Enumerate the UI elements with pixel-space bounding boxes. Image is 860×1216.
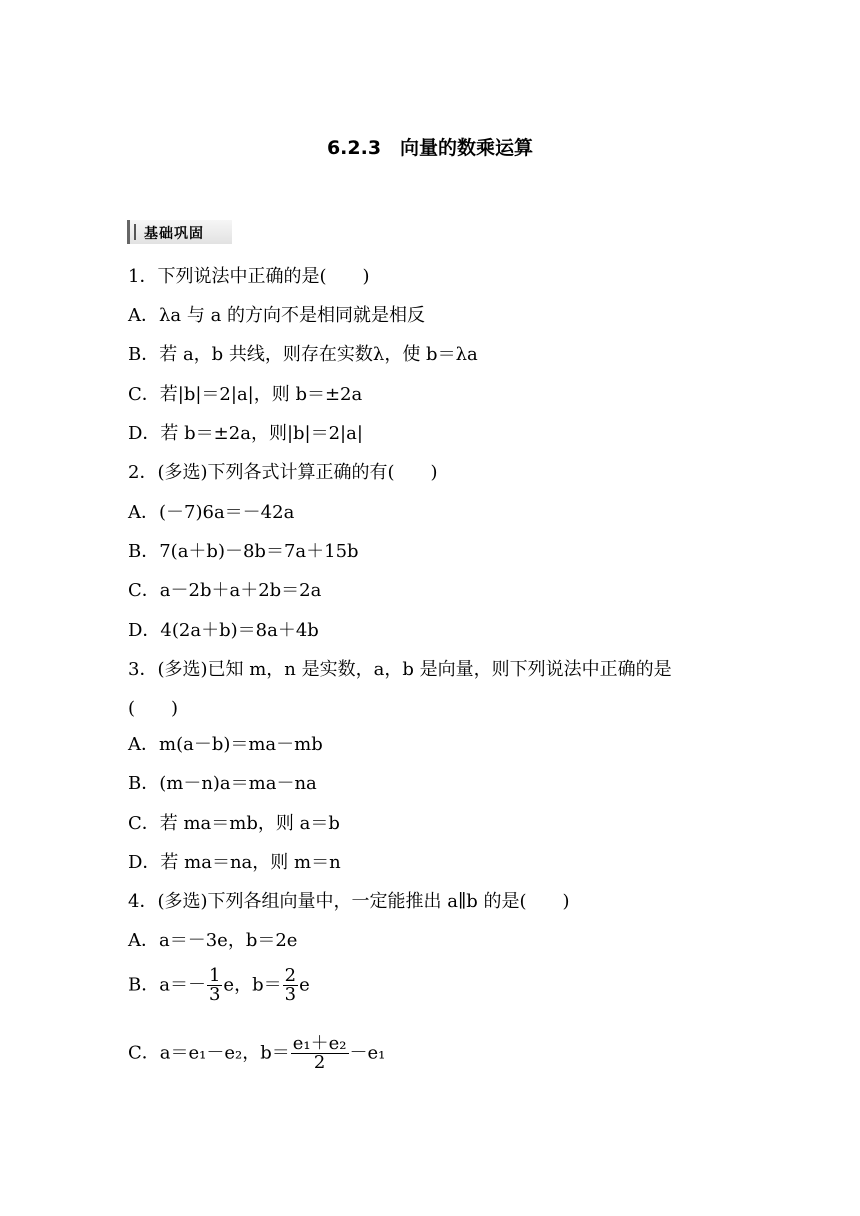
question-1-option-c: C．若|b|＝2|a|，则 b＝±2a [128,384,363,405]
question-3-option-a: A．m(a－b)＝ma－mb [128,734,323,755]
fraction-numerator: 2 [284,965,297,986]
fraction-two-thirds [283,967,298,1004]
question-3-option-d: D．若 ma＝na，则 m＝n [128,852,341,873]
fraction-numerator: e₁＋e₂ [292,1033,347,1054]
fraction-denominator: 3 [284,984,297,1005]
fraction-one-third [207,967,222,1004]
question-4-stem: 4．(多选)下列各组向量中，一定能推出 a∥b 的是( ) [128,891,570,912]
question-3-option-b: B．(m－n)a＝ma－na [128,773,317,794]
question-2-option-a: A．(－7)6a＝－42a [128,502,295,523]
question-1-option-a: A．λa 与 a 的方向不是相同就是相反 [128,305,426,326]
question-4-option-b [128,967,310,1004]
question-1-option-d: D．若 b＝±2a，则|b|＝2|a| [128,423,363,444]
fraction-numerator: 1 [208,965,221,986]
question-2-option-d: D．4(2a＋b)＝8a＋4b [128,620,319,641]
question-3-answer-blank: ( ) [128,698,179,719]
option-b-suffix: e [299,974,310,996]
fraction-denominator: 2 [313,1052,326,1073]
option-c-prefix: C．a＝e₁－e₂，b＝ [128,1042,290,1064]
question-1-option-b: B．若 a，b 共线，则存在实数λ，使 b＝λa [128,344,478,365]
question-3-option-c: C．若 ma＝mb，则 a＝b [128,813,340,834]
badge-bar [134,224,136,240]
option-b-middle: e，b＝ [223,974,282,996]
option-b-prefix: B．a＝－ [128,974,206,996]
option-c-suffix: －e₁ [349,1042,386,1064]
question-4-option-a: A．a＝－3e，b＝2e [128,930,298,951]
question-3-stem: 3．(多选)已知 m，n 是实数，a，b 是向量，则下列说法中正确的是 [128,659,672,680]
question-2-option-b: B．7(a＋b)－8b＝7a＋15b [128,541,359,562]
question-4-option-c [128,1035,385,1072]
fraction-denominator: 3 [208,984,221,1005]
fraction-e1-plus-e2-over-2 [291,1035,349,1072]
page-title: 6.2.3 向量的数乘运算 [326,137,534,159]
section-badge [127,220,232,244]
question-2-stem: 2．(多选)下列各式计算正确的有( ) [128,462,438,483]
question-2-option-c: C．a－2b＋a＋2b＝2a [128,580,322,601]
question-1-stem: 1．下列说法中正确的是( ) [128,266,370,287]
section-badge-label: 基础巩固 [144,226,204,242]
